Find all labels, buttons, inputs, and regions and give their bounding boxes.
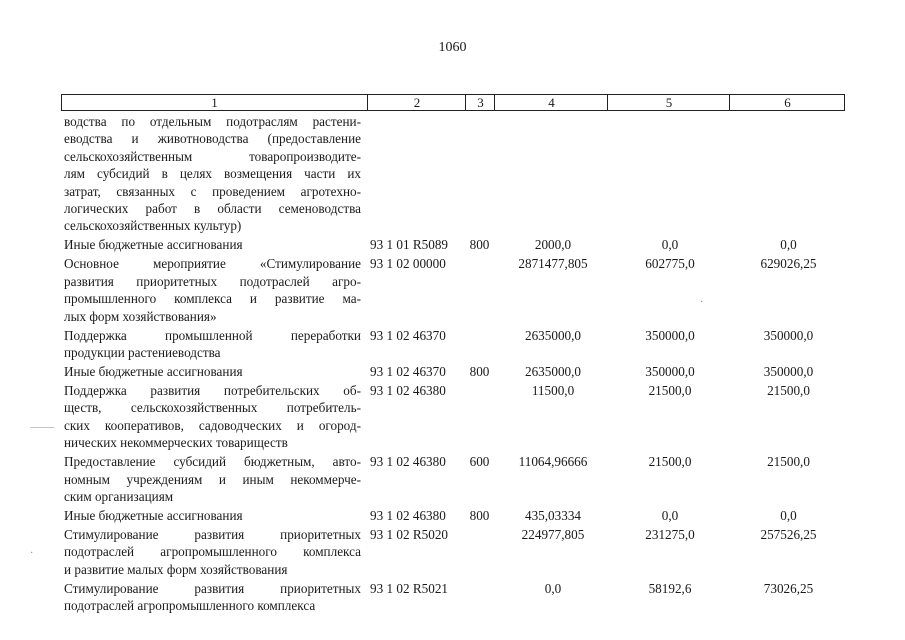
page-number: 1060 [438,40,467,55]
amount-col6-cell: 257526,25 [760,527,817,542]
amount-col6-cell: 350000,0 [763,364,814,379]
budget-code-cell: 93 1 02 46370 [370,327,446,343]
description-cell [64,526,361,578]
expense-type-cell: 800 [469,237,490,253]
description-line: номным учреждениям и иным некоммерче- [64,471,361,487]
amount-col4-cell: 2635000,0 [524,327,582,343]
amount-col4-cell: 2871477,805 [518,256,588,272]
scan-mark: ⸻ [30,422,55,433]
scan-speck: · [30,548,34,559]
amount-col4-cell: 0,0 [544,580,562,596]
description-line: лям субсидий в целях возмещения части их [64,166,361,182]
description-line: Иные бюджетные ассигнования [64,237,243,253]
description-cell [64,580,361,615]
amount-col6-cell: 21500,0 [767,454,810,470]
amount-col6-cell: 0,0 [780,237,797,253]
header-col-1: 1 [211,95,218,110]
description-line: водства по отдельным подотраслям растени- [64,114,361,129]
description-line: сельскохозяйственных культур) [64,218,242,234]
description-line: Стимулирование развития приоритетных [64,580,361,596]
expense-type-cell: 800 [469,508,490,523]
budget-code-cell: 93 1 01 R5089 [370,237,449,253]
description-line: промышленного комплекса и развитие ма- [64,291,361,307]
description-cell [64,363,361,380]
budget-code-cell: 93 1 02 R5021 [370,580,449,596]
header-col-6: 6 [729,95,845,110]
budget-code-cell: 93 1 02 46370 [370,364,446,379]
description-line: Иные бюджетные ассигнования [64,364,243,379]
description-line: затрат, связанных с проведением агротехно- [64,183,361,199]
header-col-5: 5 [607,95,730,110]
description-line: и развитие малых форм хозяйствования [64,561,288,577]
description-line: логических работ в области семеноводства [64,201,361,217]
header-col-3: 3 [465,95,495,110]
description-line: Стимулирование развития приоритетных [64,527,361,542]
amount-col4-cell: 224977,805 [521,527,585,542]
amount-col5-cell: 21500,0 [648,454,692,470]
amount-col5-cell: 21500,0 [648,383,692,398]
amount-col5-cell: 350000,0 [645,364,695,379]
description-line: ским организациям [64,489,174,504]
amount-col5-cell: 58192,6 [648,580,692,596]
scan-speck: · [700,297,704,308]
amount-col4-cell: 11500,0 [531,383,575,398]
amount-col6-cell: 629026,25 [760,256,817,272]
amount-col4-cell: 2000,0 [534,237,572,253]
description-line: Основное мероприятие «Стимулирование [64,256,361,272]
header-col-4: 4 [494,95,608,110]
description-line: Поддержка развития потребительских об- [64,383,361,398]
description-cell [64,453,361,505]
description-cell [64,255,361,325]
description-line: нических некоммерческих товариществ [64,435,288,451]
budget-code-cell: 93 1 02 00000 [370,256,446,272]
description-line: подотраслей агропромышленного комплекса [64,544,361,560]
description-cell [64,327,361,362]
budget-code-cell: 93 1 02 46380 [370,454,446,470]
description-line: Поддержка промышленной переработки [64,327,361,343]
amount-col5-cell: 231275,0 [645,527,695,542]
description-line: Иные бюджетные ассигнования [64,508,243,523]
description-line: ществ, сельскохозяйственных потребитель- [64,400,361,416]
amount-col5-cell: 0,0 [661,508,679,523]
table-header [61,94,845,111]
amount-col5-cell: 602775,0 [645,256,695,272]
amount-col5-cell: 350000,0 [645,327,695,343]
budget-code-cell: 93 1 02 46380 [370,508,446,523]
description-line: еводства и животноводства (предоставление [64,131,361,147]
description-cell [64,113,361,235]
amount-col4-cell: 11064,96666 [518,454,588,470]
expense-type-cell: 800 [469,364,490,379]
description-line: лых форм хозяйствования» [64,308,217,324]
budget-code-cell: 93 1 02 R5020 [370,527,449,542]
expense-type-cell: 600 [469,454,490,470]
amount-col6-cell: 350000,0 [763,327,814,343]
description-line: развития приоритетных подотраслей агро- [64,273,361,289]
description-line: подотраслей агропромышленного комплекса [64,598,316,614]
amount-col6-cell: 21500,0 [767,383,810,398]
amount-col5-cell: 0,0 [661,237,679,253]
amount-col4-cell: 435,03334 [524,508,582,523]
description-line: сельскохозяйственным товаропроизводите- [64,148,361,164]
amount-col6-cell: 0,0 [780,508,797,523]
description-cell [64,507,361,524]
header-col-2: 2 [367,95,466,110]
description-line: продукции растениеводства [64,345,221,360]
amount-col4-cell: 2635000,0 [524,364,582,379]
description-line: ских кооперативов, садоводческих и огород- [64,417,361,433]
amount-col6-cell: 73026,25 [763,580,814,596]
description-line: Предоставление субсидий бюджетным, авто- [64,454,361,470]
description-cell [64,382,361,452]
description-cell [64,236,361,253]
budget-code-cell: 93 1 02 46380 [370,383,446,398]
